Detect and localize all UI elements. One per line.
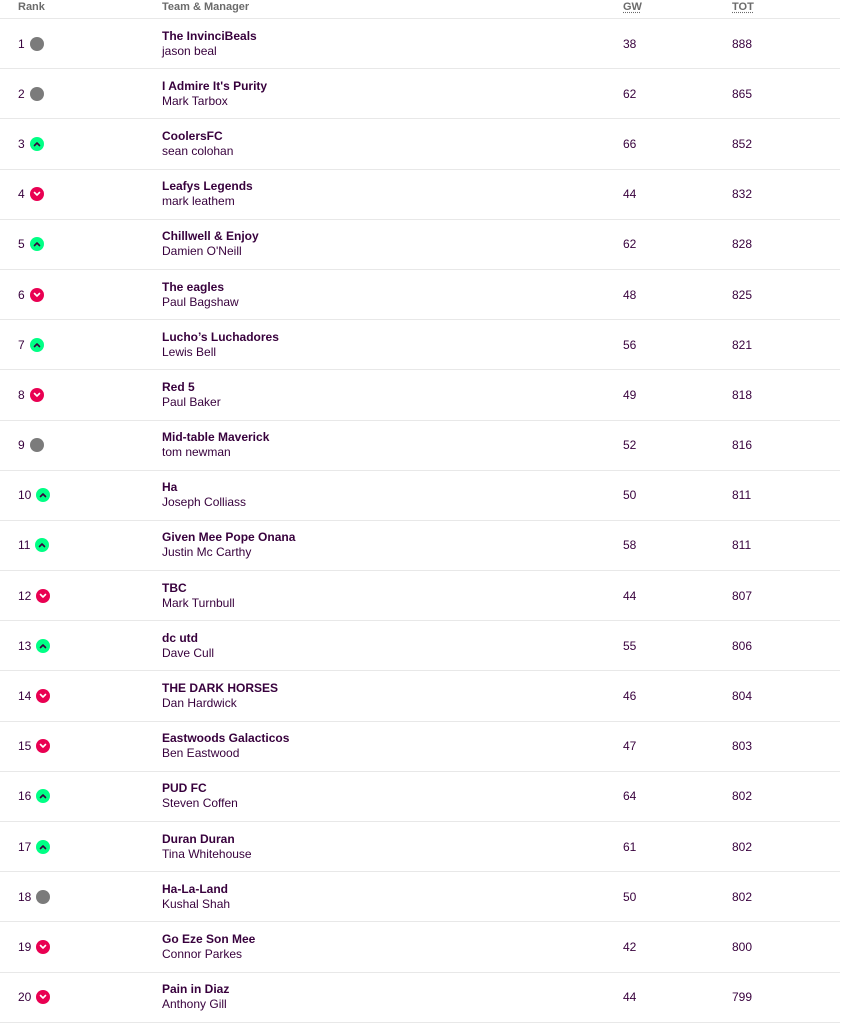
rank-cell <box>18 237 44 251</box>
table-row[interactable] <box>0 822 840 872</box>
total-points: 807 <box>732 588 753 603</box>
manager-name: mark leathem <box>162 194 235 209</box>
table-row[interactable] <box>0 722 840 772</box>
team-cell <box>162 982 229 1012</box>
gw-points: 46 <box>623 689 637 704</box>
team-name-link[interactable]: Ha <box>162 480 178 495</box>
rank-down-icon <box>30 187 44 201</box>
manager-name: Paul Baker <box>162 394 221 409</box>
team-name-link[interactable]: Go Eze Son Mee <box>162 931 256 946</box>
gw-column-header[interactable]: GW <box>623 1 642 13</box>
table-row[interactable] <box>0 421 840 471</box>
team-name-link[interactable]: PUD FC <box>162 781 207 796</box>
manager-name: sean colohan <box>162 143 234 158</box>
team-cell <box>162 79 267 109</box>
team-name-link[interactable]: Duran Duran <box>162 831 235 846</box>
rank-cell <box>18 538 49 552</box>
gw-points: 42 <box>623 939 637 954</box>
gw-points: 44 <box>623 588 637 603</box>
total-points: 802 <box>732 839 753 854</box>
total-points: 802 <box>732 789 753 804</box>
table-body <box>0 19 840 1023</box>
rank-number: 4 <box>18 187 25 202</box>
rank-number: 11 <box>18 538 31 553</box>
gw-points: 44 <box>623 990 637 1005</box>
table-row[interactable] <box>0 19 840 69</box>
tot-column-header[interactable]: TOT <box>732 1 754 13</box>
rank-cell <box>18 890 50 904</box>
manager-name: Anthony Gill <box>162 997 227 1012</box>
team-name-link[interactable]: THE DARK HORSES <box>162 681 279 696</box>
team-name-link[interactable]: The InvinciBeals <box>162 28 257 43</box>
rank-number: 14 <box>18 689 32 704</box>
total-points: 806 <box>732 638 753 653</box>
team-name-link[interactable]: TBC <box>162 580 187 595</box>
gw-points: 58 <box>623 538 637 553</box>
team-cell <box>162 932 255 962</box>
team-name-link[interactable]: Given Mee Pope Onana <box>162 530 296 545</box>
team-name-link[interactable]: I Admire It's Purity <box>162 78 268 93</box>
rank-number: 7 <box>18 337 25 352</box>
total-points: 888 <box>732 36 753 51</box>
rank-up-icon <box>35 538 49 552</box>
rank-cell <box>18 137 44 151</box>
manager-name: Dave Cull <box>162 645 215 660</box>
rank-number: 12 <box>18 588 32 603</box>
total-points: 811 <box>732 488 752 503</box>
rank-same-icon <box>30 438 44 452</box>
gw-points: 47 <box>623 739 637 754</box>
rank-up-icon <box>30 237 44 251</box>
total-points: 800 <box>732 939 753 954</box>
table-row[interactable] <box>0 220 840 270</box>
team-cell <box>162 781 238 811</box>
gw-points: 48 <box>623 287 637 302</box>
manager-name: Paul Bagshaw <box>162 294 239 309</box>
rank-cell <box>18 789 50 803</box>
gw-points: 44 <box>623 187 637 202</box>
rank-up-icon <box>36 488 50 502</box>
rank-number: 8 <box>18 387 25 402</box>
table-row[interactable] <box>0 872 840 922</box>
rank-down-icon <box>30 388 44 402</box>
team-name-link[interactable]: dc utd <box>162 630 198 645</box>
total-points: 811 <box>732 538 752 553</box>
rank-number: 10 <box>18 488 32 503</box>
rank-same-icon <box>30 37 44 51</box>
rank-same-icon <box>30 87 44 101</box>
team-name-link[interactable]: Pain in Diaz <box>162 982 230 997</box>
total-points: 832 <box>732 187 753 202</box>
table-row[interactable] <box>0 671 840 721</box>
table-row[interactable] <box>0 571 840 621</box>
rank-number: 3 <box>18 136 25 151</box>
team-name-link[interactable]: The eagles <box>162 279 225 294</box>
manager-name: tom newman <box>162 445 231 460</box>
rank-cell <box>18 589 50 603</box>
team-name-link[interactable]: Leafys Legends <box>162 179 253 194</box>
table-header <box>0 0 840 19</box>
manager-name: Damien O'Neill <box>162 244 242 259</box>
rank-number: 1 <box>18 36 25 51</box>
table-row[interactable] <box>0 521 840 571</box>
total-points: 816 <box>732 438 753 453</box>
total-points: 825 <box>732 287 753 302</box>
team-name-link[interactable]: Mid-table Maverick <box>162 430 270 445</box>
rank-up-icon <box>36 789 50 803</box>
rank-cell <box>18 739 50 753</box>
total-points: 803 <box>732 739 753 754</box>
rank-down-icon <box>36 689 50 703</box>
manager-name: Tina Whitehouse <box>162 846 252 861</box>
total-points: 828 <box>732 237 753 252</box>
rank-number: 5 <box>18 237 25 252</box>
rank-number: 19 <box>18 939 32 954</box>
team-cell <box>162 882 230 912</box>
gw-points: 62 <box>623 86 637 101</box>
team-cell <box>162 731 289 761</box>
team-manager-column-header: Team & Manager <box>162 1 250 13</box>
gw-points: 64 <box>623 789 637 804</box>
total-points: 802 <box>732 889 753 904</box>
table-row[interactable] <box>0 69 840 119</box>
table-row[interactable] <box>0 320 840 370</box>
rank-cell <box>18 940 50 954</box>
rank-cell <box>18 438 44 452</box>
rank-cell <box>18 639 50 653</box>
rank-cell <box>18 187 44 201</box>
manager-name: Steven Coffen <box>162 796 238 811</box>
team-cell <box>162 179 253 209</box>
table-row[interactable] <box>0 370 840 420</box>
rank-cell <box>18 288 44 302</box>
team-cell <box>162 581 235 611</box>
team-name-link[interactable]: Lucho’s Luchadores <box>162 329 279 344</box>
gw-points: 62 <box>623 237 637 252</box>
total-points: 821 <box>732 337 753 352</box>
manager-name: Mark Turnbull <box>162 595 235 610</box>
total-points: 852 <box>732 136 753 151</box>
team-name-link[interactable]: Chillwell & Enjoy <box>162 229 259 244</box>
manager-name: Connor Parkes <box>162 946 243 961</box>
rank-up-icon <box>36 840 50 854</box>
total-points: 865 <box>732 86 753 101</box>
gw-points: 52 <box>623 438 637 453</box>
rank-cell <box>18 689 50 703</box>
gw-points: 61 <box>623 839 637 854</box>
rank-number: 6 <box>18 287 25 302</box>
team-cell <box>162 29 257 59</box>
table-row[interactable] <box>0 170 840 220</box>
rank-down-icon <box>30 288 44 302</box>
rank-down-icon <box>36 990 50 1004</box>
rank-cell <box>18 37 44 51</box>
table-row[interactable] <box>0 621 840 671</box>
rank-number: 2 <box>18 86 25 101</box>
rank-cell <box>18 388 44 402</box>
rank-cell <box>18 488 50 502</box>
gw-points: 50 <box>623 488 637 503</box>
table-row[interactable] <box>0 772 840 822</box>
rank-up-icon <box>30 137 44 151</box>
team-cell <box>162 480 246 510</box>
manager-name: Dan Hardwick <box>162 696 237 711</box>
rank-number: 20 <box>18 990 32 1005</box>
rank-column-header: Rank <box>18 1 45 13</box>
team-cell <box>162 330 279 360</box>
rank-number: 18 <box>18 889 32 904</box>
total-points: 818 <box>732 387 753 402</box>
table-row[interactable] <box>0 270 840 320</box>
gw-points: 66 <box>623 136 637 151</box>
team-name-link[interactable]: Ha-La-Land <box>162 881 228 896</box>
gw-points: 49 <box>623 387 637 402</box>
manager-name: Kushal Shah <box>162 896 231 911</box>
rank-cell <box>18 840 50 854</box>
manager-name: Justin Mc Carthy <box>162 545 252 560</box>
rank-number: 15 <box>18 739 32 754</box>
team-name-link[interactable]: Red 5 <box>162 379 195 394</box>
table-row[interactable] <box>0 922 840 972</box>
team-cell <box>162 129 233 159</box>
rank-down-icon <box>36 589 50 603</box>
team-name-link[interactable]: Eastwoods Galacticos <box>162 731 290 746</box>
team-cell <box>162 530 295 560</box>
rank-up-icon <box>30 338 44 352</box>
manager-name: Mark Tarbox <box>162 93 228 108</box>
team-cell <box>162 280 239 310</box>
rank-cell <box>18 990 50 1004</box>
manager-name: Lewis Bell <box>162 344 217 359</box>
team-cell <box>162 380 221 410</box>
manager-name: Ben Eastwood <box>162 746 240 761</box>
gw-points: 50 <box>623 889 637 904</box>
rank-number: 17 <box>18 839 32 854</box>
manager-name: jason beal <box>162 43 217 58</box>
team-cell <box>162 631 214 661</box>
team-name-link[interactable]: CoolersFC <box>162 128 223 143</box>
rank-number: 9 <box>18 438 25 453</box>
total-points: 799 <box>732 990 753 1005</box>
team-cell <box>162 430 269 460</box>
team-cell <box>162 681 278 711</box>
manager-name: Joseph Colliass <box>162 495 247 510</box>
rank-down-icon <box>36 739 50 753</box>
total-points: 804 <box>732 689 753 704</box>
team-cell <box>162 832 252 862</box>
gw-points: 56 <box>623 337 637 352</box>
rank-number: 13 <box>18 638 32 653</box>
rank-cell <box>18 338 44 352</box>
gw-points: 38 <box>623 36 637 51</box>
rank-up-icon <box>36 639 50 653</box>
rank-number: 16 <box>18 789 32 804</box>
table-row[interactable] <box>0 973 840 1023</box>
table-row[interactable] <box>0 119 840 169</box>
gw-points: 55 <box>623 638 637 653</box>
rank-cell <box>18 87 44 101</box>
table-row[interactable] <box>0 471 840 521</box>
rank-same-icon <box>36 890 50 904</box>
team-cell <box>162 229 259 259</box>
rank-down-icon <box>36 940 50 954</box>
